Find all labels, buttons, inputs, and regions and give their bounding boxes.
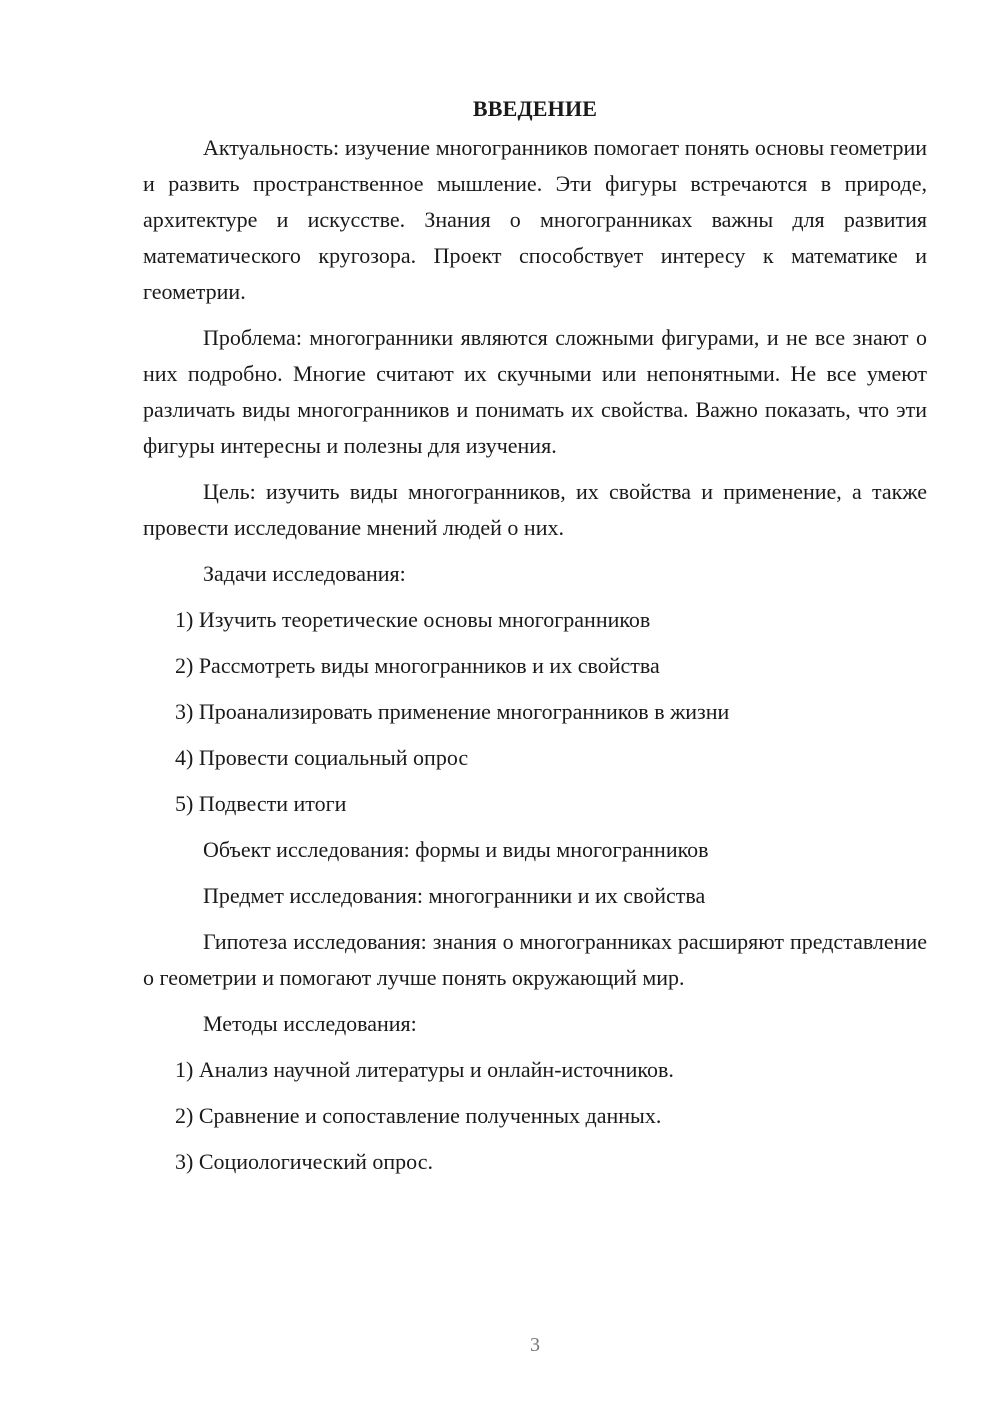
page-content — [143, 94, 927, 1190]
tasks-list — [143, 602, 927, 822]
tasks-label: Задачи исследования: — [203, 561, 406, 586]
methods-label: Методы исследования: — [203, 1011, 417, 1036]
list-item: 2) Сравнение и сопоставление полученных данных. — [175, 1103, 662, 1128]
list-item: 1) Анализ научной литературы и онлайн-источников. — [175, 1057, 674, 1082]
subject-line: Предмет исследования: многогранники и их свойства — [203, 883, 706, 908]
list-item: 3) Социологический опрос. — [175, 1149, 433, 1174]
methods-list — [143, 1052, 927, 1180]
list-item: 2) Рассмотреть виды многогранников и их свойства — [175, 653, 660, 678]
list-item: 1) Изучить теоретические основы многогранников — [175, 607, 651, 632]
object-line: Объект исследования: формы и виды многогранников — [203, 837, 709, 862]
list-item: 3) Проанализировать применение многогранников в жизни — [175, 699, 730, 724]
relevance-paragraph: Актуальность: изучение многогранников помогает понять основы геометрии и развить пространственное мышление. Эти фигуры встречаются в природе, архитектуре и искусстве. Знания о многогранниках важны для развития математического кругозора. Проект способствует интересу к математике и геометрии. — [143, 135, 927, 304]
list-item: 5) Подвести итоги — [175, 791, 347, 816]
problem-paragraph: Проблема: многогранники являются сложными фигурами, и не все знают о них подробно. Многие считают их скучными или непонятными. Не все умеют различать виды многогранников и понимать их свойства. Важно показать, что эти фигуры интересны и полезны для изучения. — [143, 325, 927, 458]
hypothesis-paragraph: Гипотеза исследования: знания о многогранниках расширяют представление о геометрии и помогают лучше понять окружающий мир. — [143, 929, 927, 990]
goal-paragraph: Цель: изучить виды многогранников, их свойства и применение, а также провести исследование мнений людей о них. — [143, 479, 927, 540]
page-title: ВВЕДЕНИЕ — [472, 96, 598, 121]
list-item: 4) Провести социальный опрос — [175, 745, 469, 770]
page-number: 3 — [530, 1334, 540, 1356]
